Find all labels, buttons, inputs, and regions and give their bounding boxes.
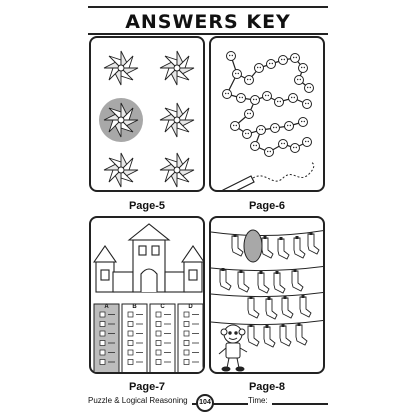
pinwheel-icon bbox=[160, 153, 194, 187]
maze-dot bbox=[233, 70, 242, 79]
maze-dot bbox=[251, 142, 260, 151]
column-label-b: B bbox=[132, 304, 137, 310]
maze-dot bbox=[243, 130, 252, 139]
sock-icon bbox=[262, 236, 273, 258]
pinwheel-puzzle-illustration bbox=[91, 38, 205, 192]
panel-caption-page-5: Page-5 bbox=[128, 200, 166, 212]
maze-dot bbox=[291, 144, 300, 153]
maze-dot bbox=[303, 138, 312, 147]
maze-dot bbox=[263, 92, 272, 101]
maze-dot bbox=[299, 64, 308, 73]
column-label-c: C bbox=[160, 304, 165, 310]
sock-icon bbox=[300, 295, 311, 317]
panel-caption-page-6: Page-6 bbox=[248, 200, 286, 212]
sock-icon bbox=[296, 323, 307, 345]
maze-dot bbox=[275, 98, 284, 107]
column-label-d: D bbox=[188, 304, 193, 310]
answer-panel-page-7 bbox=[89, 216, 205, 374]
column-label-a: A bbox=[104, 304, 109, 310]
sock-icon bbox=[248, 296, 259, 318]
pinwheel-icon bbox=[160, 103, 194, 137]
sock-icon bbox=[280, 324, 291, 346]
answer-panel-page-6 bbox=[209, 36, 325, 192]
sock-icon bbox=[292, 269, 303, 291]
maze-dot bbox=[265, 148, 274, 157]
maze-dot bbox=[289, 94, 298, 103]
pinwheel-icon bbox=[104, 153, 138, 187]
panel-caption-page-8: Page-8 bbox=[248, 381, 286, 393]
page-footer bbox=[88, 394, 328, 412]
maze-dot bbox=[305, 84, 314, 93]
sock-icon bbox=[282, 296, 293, 318]
pinwheel-icon bbox=[99, 98, 143, 142]
maze-dot bbox=[279, 140, 288, 149]
sock-icon bbox=[278, 237, 289, 259]
maze-dot bbox=[245, 76, 254, 85]
sock-icon bbox=[266, 297, 277, 319]
maze-dot bbox=[285, 122, 294, 131]
maze-dot bbox=[303, 100, 312, 109]
sock-icon bbox=[238, 270, 249, 292]
pinwheel-icon bbox=[104, 51, 138, 85]
sock-icon bbox=[220, 268, 231, 290]
pinwheel-icon bbox=[160, 51, 194, 85]
maze-dot bbox=[291, 54, 300, 63]
sock-icon bbox=[294, 236, 305, 258]
time-label: Time: bbox=[248, 396, 272, 405]
page-number-badge: 104 bbox=[196, 394, 214, 412]
footer-subject: Puzzle & Logical Reasoning bbox=[88, 396, 192, 405]
time-entry-line bbox=[276, 404, 328, 405]
sock-icon bbox=[274, 271, 285, 293]
socks-clothesline-illustration bbox=[211, 218, 325, 374]
maze-dot bbox=[257, 126, 266, 135]
dot-maze-illustration bbox=[211, 38, 325, 192]
maze-dot bbox=[237, 94, 246, 103]
maze-dot bbox=[279, 56, 288, 65]
maze-dot bbox=[223, 90, 232, 99]
maze-dot bbox=[271, 124, 280, 133]
sock-icon bbox=[232, 234, 243, 256]
sock-icon bbox=[264, 325, 275, 347]
pencil-icon bbox=[219, 176, 254, 192]
sock-icon bbox=[308, 232, 319, 254]
page-title: ANSWERS KEY bbox=[125, 11, 291, 33]
sock-icon bbox=[258, 271, 269, 293]
maze-dot bbox=[295, 76, 304, 85]
highlight-circle bbox=[244, 230, 262, 262]
answer-panel-page-5 bbox=[89, 36, 205, 192]
monkey-character bbox=[219, 325, 247, 371]
maze-dot bbox=[245, 110, 254, 119]
top-rule bbox=[88, 6, 328, 8]
title-rule bbox=[88, 33, 328, 35]
sock-icon bbox=[248, 324, 259, 346]
maze-dot bbox=[299, 118, 308, 127]
panel-caption-page-7: Page-7 bbox=[128, 381, 166, 393]
maze-dot bbox=[255, 64, 264, 73]
maze-dot bbox=[227, 52, 236, 61]
maze-dot bbox=[267, 60, 276, 69]
answer-panel-page-8 bbox=[209, 216, 325, 374]
castle-counting-illustration bbox=[91, 218, 205, 374]
maze-dot bbox=[231, 122, 240, 131]
maze-dot bbox=[251, 96, 260, 105]
